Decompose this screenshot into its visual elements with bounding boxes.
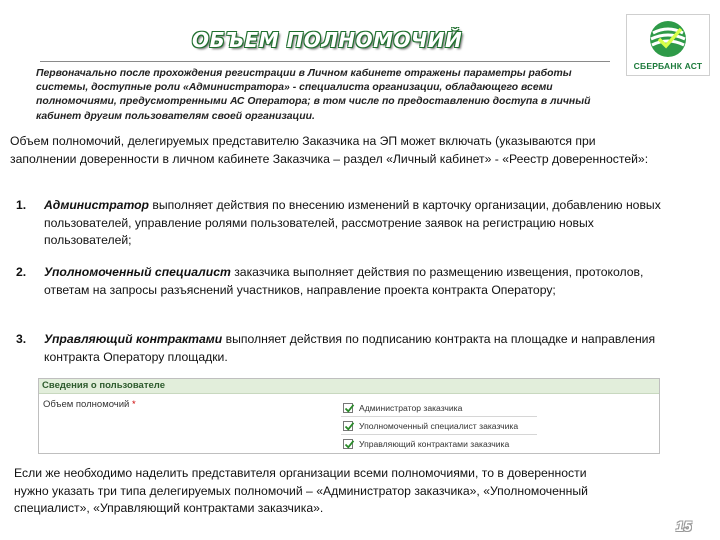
checkmark-icon bbox=[344, 421, 355, 432]
list-item bbox=[16, 331, 676, 366]
option-label: Уполномоченный специалист заказчика bbox=[359, 420, 519, 431]
list-item bbox=[16, 197, 676, 250]
page-number: 15 bbox=[676, 518, 692, 534]
list-item-number: 1. bbox=[16, 198, 27, 212]
list-item-text: выполняет действия по внесению изменений в карточку организации, добавлению новых пользователей, управление ролями пользователей, рассмотрение заявок на регистрацию новых пользователей; bbox=[44, 198, 661, 247]
list-item-term: Администратор bbox=[44, 198, 150, 212]
option-label: Администратор заказчика bbox=[359, 402, 463, 413]
logo-text: СБЕРБАНК АСТ bbox=[633, 61, 703, 71]
checkbox-contract-manager[interactable] bbox=[343, 439, 353, 449]
option-label: Управляющий контрактами заказчика bbox=[359, 439, 510, 449]
list-item bbox=[16, 264, 676, 299]
list-item-text: выполняет действия по подписанию контракта на площадке и направления контракта Оператору площадки. bbox=[44, 332, 656, 364]
checkbox-admin[interactable] bbox=[343, 403, 353, 413]
sberbank-emblem-icon bbox=[645, 19, 691, 59]
list-item-number: 2. bbox=[16, 265, 27, 279]
option-specialist[interactable] bbox=[341, 417, 537, 435]
permissions-field-label: Объем полномочий * bbox=[43, 399, 136, 410]
user-info-panel bbox=[38, 378, 660, 454]
closing-paragraph: Если же необходимо наделить представителя организации всеми полномочиями, то в доверенности нужно указать три типа делегируемых полномочий – «Администратор заказчика», «Уполномоченный специалист», «Управляющий контрактами заказчика». bbox=[14, 466, 588, 515]
list-item-term: Управляющий контрактами bbox=[44, 332, 223, 346]
option-contract-manager[interactable] bbox=[341, 435, 537, 453]
title-divider bbox=[40, 61, 610, 62]
list-item-term: Уполномоченный специалист bbox=[44, 265, 231, 279]
page-title: ОБЪЕМ ПОЛНОМОЧИЙ bbox=[192, 28, 463, 52]
checkbox-specialist[interactable] bbox=[343, 421, 353, 431]
permissions-options bbox=[341, 399, 537, 453]
required-mark: * bbox=[132, 399, 136, 410]
checkmark-icon bbox=[344, 439, 355, 450]
option-admin[interactable] bbox=[341, 399, 537, 417]
intro-paragraph: Первоначально после прохождения регистрации в Личном кабинете отражены параметры работы системы, доступные роли «Администратора» - специалиста организации, обладающего всеми полномочиями, предусмотренными АС Оператора; в том числе по предоставлению доступа в личный кабинет другим пользователям своей организации. bbox=[36, 68, 591, 122]
panel-heading: Сведения о пользователе bbox=[39, 379, 659, 394]
list-item-text: заказчика выполняет действия по размещению извещения, протоколов, ответам на запросы разъяснений участников, направление проекта контракта Оператору; bbox=[44, 265, 644, 297]
lead-paragraph: Объем полномочий, делегируемых представителю Заказчика на ЭП может включать (указываются при заполнении доверенности в личном кабинете Заказчика – раздел «Личный кабинет» - «Реестр доверенностей»: bbox=[10, 134, 649, 166]
list-item-number: 3. bbox=[16, 332, 27, 346]
sberbank-ast-logo bbox=[626, 14, 710, 76]
checkmark-icon bbox=[344, 403, 355, 414]
